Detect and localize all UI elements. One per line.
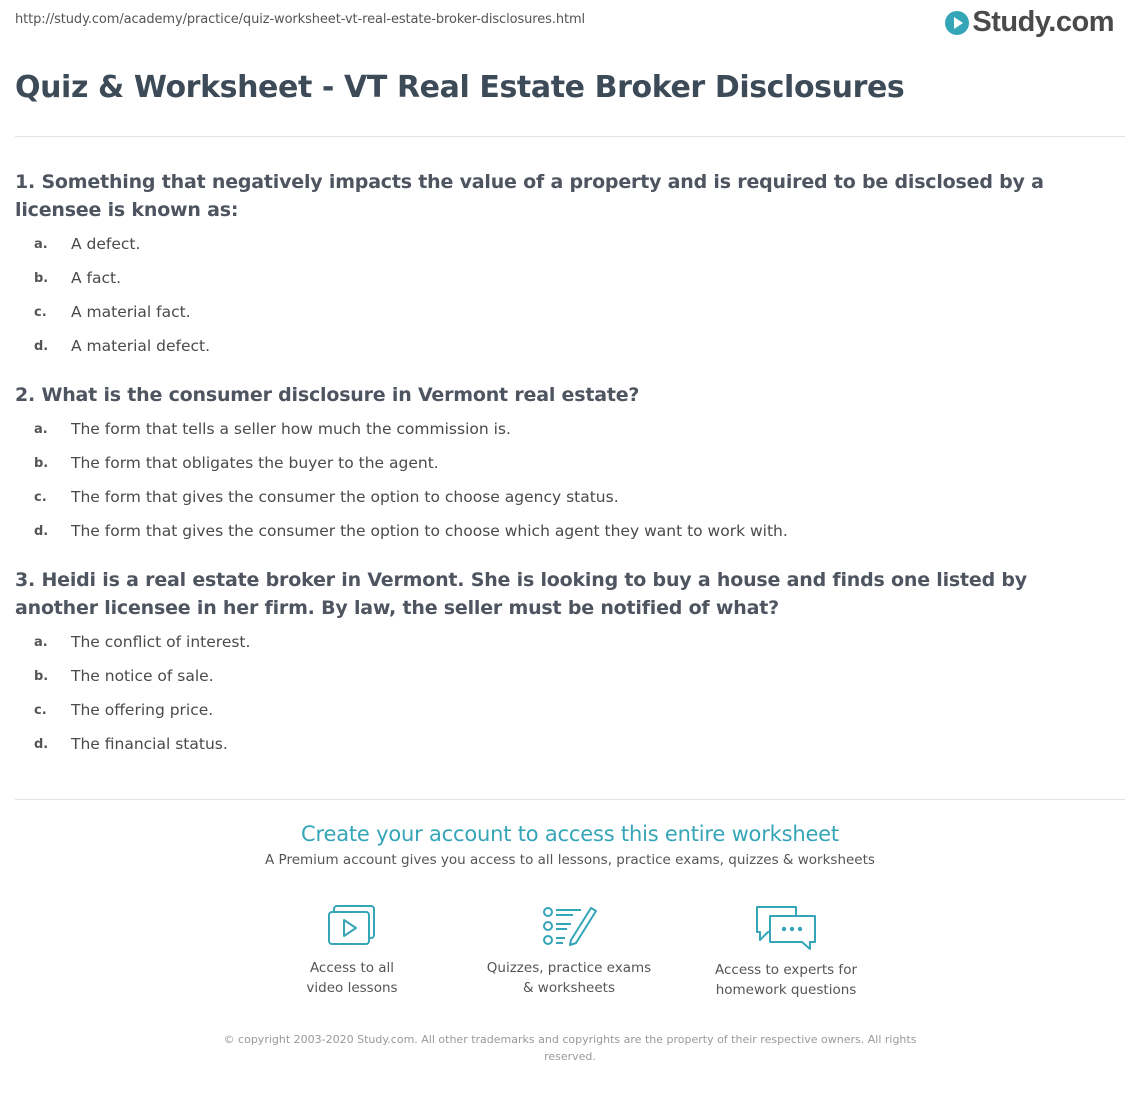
answer-list	[15, 412, 1115, 548]
question-3	[15, 566, 1115, 761]
logo-text: Study.com	[972, 6, 1114, 38]
feature-label	[686, 960, 886, 1000]
feature-video-lessons	[252, 904, 452, 998]
answer-letter: b.	[34, 455, 49, 471]
question-text: 2. What is the consumer disclosure in Vermont real estate?	[15, 384, 640, 406]
chat-bubbles-icon	[754, 904, 818, 950]
feature-label	[469, 958, 669, 998]
question-2	[15, 381, 1115, 548]
answer-option[interactable]	[15, 693, 1115, 727]
answer-letter: a.	[34, 421, 48, 437]
play-logo-icon	[945, 11, 969, 35]
answer-letter: d.	[34, 523, 49, 539]
answer-text: The notice of sale.	[71, 667, 214, 685]
answer-option[interactable]	[15, 659, 1115, 693]
answer-letter: c.	[34, 304, 47, 320]
answer-text: The form that obligates the buyer to the agent.	[71, 454, 439, 472]
answer-option[interactable]	[15, 412, 1115, 446]
feature-experts	[686, 904, 886, 1000]
feature-label-line: & worksheets	[522, 980, 615, 996]
answer-letter: b.	[34, 270, 49, 286]
feature-label-line: Access to experts for	[714, 962, 857, 978]
question-1	[15, 168, 1115, 363]
answer-option[interactable]	[15, 480, 1115, 514]
feature-quizzes	[469, 904, 669, 998]
answer-text: A material fact.	[71, 303, 191, 321]
feature-label-line: homework questions	[715, 982, 857, 998]
question-list	[15, 168, 1115, 779]
page-title: Quiz & Worksheet - VT Real Estate Broker Disclosures	[15, 70, 905, 105]
answer-text: A material defect.	[71, 337, 211, 355]
answer-letter: c.	[34, 702, 47, 718]
signup-cta	[0, 822, 1140, 868]
answer-text: The form that tells a seller how much the commission is.	[71, 420, 511, 438]
answer-option[interactable]	[15, 227, 1115, 261]
answer-letter: a.	[34, 236, 48, 252]
feature-label-line: Quizzes, practice exams	[486, 960, 652, 976]
quiz-checklist-icon	[541, 904, 597, 948]
answer-option[interactable]	[15, 295, 1115, 329]
title-divider	[15, 136, 1125, 137]
answer-text: The offering price.	[71, 701, 214, 719]
cta-subtitle: A Premium account gives you access to all lessons, practice exams, quizzes & worksheets	[265, 852, 875, 868]
answer-text: The conflict of interest.	[71, 633, 251, 651]
answer-option[interactable]	[15, 329, 1115, 363]
cta-divider	[15, 799, 1125, 800]
video-lessons-icon	[326, 904, 378, 948]
question-text: 3. Heidi is a real estate broker in Vermont. She is looking to buy a house and finds one listed by another licensee in her firm. By law, the seller must be notified of what?	[15, 569, 1027, 619]
answer-list	[15, 625, 1115, 761]
answer-text: The form that gives the consumer the option to choose agency status.	[71, 488, 619, 506]
question-text: 1. Something that negatively impacts the value of a property and is required to be disclosed by a licensee is known as:	[15, 171, 1044, 221]
answer-option[interactable]	[15, 514, 1115, 548]
answer-option[interactable]	[15, 727, 1115, 761]
answer-text: A fact.	[71, 269, 122, 287]
answer-letter: b.	[34, 668, 49, 684]
answer-option[interactable]	[15, 261, 1115, 295]
answer-list	[15, 227, 1115, 363]
feature-label-line: video lessons	[306, 980, 398, 996]
study-logo[interactable]	[945, 6, 1114, 39]
create-account-link[interactable]: Create your account to access this entire worksheet	[301, 822, 839, 846]
answer-letter: d.	[34, 736, 49, 752]
answer-text: A defect.	[71, 235, 141, 253]
answer-letter: a.	[34, 634, 48, 650]
feature-label	[252, 958, 452, 998]
answer-option[interactable]	[15, 625, 1115, 659]
page-url: http://study.com/academy/practice/quiz-worksheet-vt-real-estate-broker-disclosures.html	[15, 12, 586, 27]
answer-letter: c.	[34, 489, 47, 505]
answer-text: The financial status.	[71, 735, 228, 753]
feature-label-line: Access to all	[309, 960, 395, 976]
copyright-footer: © copyright 2003-2020 Study.com. All other trademarks and copyrights are the property of their respective owners. All rights reserved.	[223, 1033, 917, 1063]
answer-text: The form that gives the consumer the option to choose which agent they want to work with.	[71, 522, 788, 540]
answer-option[interactable]	[15, 446, 1115, 480]
answer-letter: d.	[34, 338, 49, 354]
